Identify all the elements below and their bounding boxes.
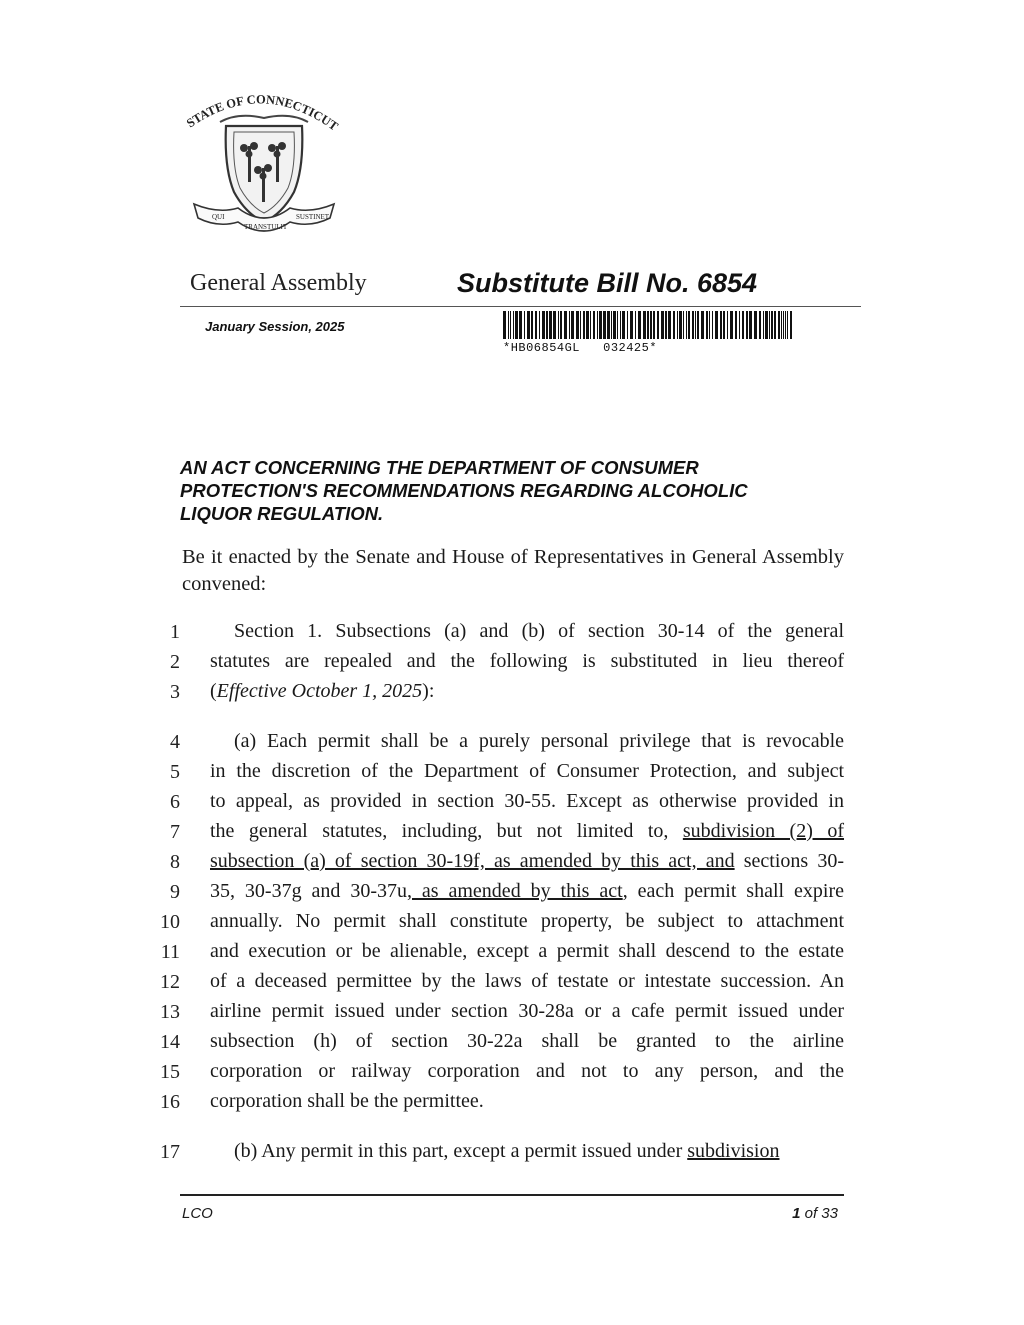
barcode-bar <box>683 311 684 339</box>
text-segment: airline permit issued under section 30-28a or a cafe permit issued under <box>210 1000 844 1022</box>
svg-text:TRANSTULIT: TRANSTULIT <box>244 223 288 231</box>
line-number: 17 <box>160 1141 180 1163</box>
barcode-bar <box>607 311 610 339</box>
italic-text: Effective October 1, 2025 <box>216 680 423 702</box>
barcode-bar <box>769 311 770 339</box>
barcode-bar <box>519 311 522 339</box>
barcode-bar <box>580 311 581 339</box>
line-number: 12 <box>160 971 180 993</box>
header-divider <box>180 306 861 307</box>
line-number: 5 <box>170 761 180 783</box>
barcode-bar <box>558 311 559 339</box>
svg-text:STATE OF CONNECTICUT: STATE OF CONNECTICUT <box>183 92 341 134</box>
bill-text-line <box>210 816 844 846</box>
barcode-bar <box>643 311 646 339</box>
barcode-bar <box>697 311 699 339</box>
barcode-bar <box>560 311 562 339</box>
barcode-bar <box>730 311 733 339</box>
barcode-bar <box>720 311 722 339</box>
text-segment: ( <box>210 680 217 702</box>
barcode-bar <box>701 311 704 339</box>
barcode-bar <box>712 311 713 339</box>
underlined-amendment-text: , as amended by this act <box>406 880 623 902</box>
bill-text-line <box>234 1136 844 1166</box>
text-segment: ): <box>422 680 435 702</box>
barcode-bar <box>542 311 545 339</box>
barcode-bar <box>611 311 612 339</box>
line-number: 16 <box>160 1091 180 1113</box>
bill-text-line <box>210 676 844 706</box>
text-segment: (a) Each permit shall be a purely personal privilege that is revocable <box>234 730 844 752</box>
line-number: 6 <box>170 791 180 813</box>
line-number: 9 <box>170 881 180 903</box>
text-segment: corporation shall be the permittee. <box>210 1090 484 1112</box>
line-number: 4 <box>170 731 180 753</box>
bill-text-line <box>210 1026 844 1056</box>
barcode-bar <box>749 311 752 339</box>
barcode-bar <box>739 311 740 339</box>
underlined-amendment-text: subsection (a) of section 30-19f, as amended by this act, and <box>210 850 735 872</box>
barcode-bar <box>617 311 618 339</box>
footer-divider <box>180 1194 844 1196</box>
barcode-bar <box>759 311 761 339</box>
text-segment: of a deceased permittee by the laws of testate or intestate succession. An <box>210 970 844 992</box>
line-number: 2 <box>170 651 180 673</box>
act-title-line: AN ACT CONCERNING THE DEPARTMENT OF CONSUMER <box>180 457 699 478</box>
line-number: 3 <box>170 681 180 703</box>
barcode-bar <box>774 311 776 339</box>
barcode-bar <box>553 311 556 339</box>
barcode-bar <box>647 311 649 339</box>
text-segment: and execution or be alienable, except a permit shall descend to the estate <box>210 940 844 962</box>
barcode-bar <box>679 311 682 339</box>
barcode-bar <box>781 311 782 339</box>
barcode-bar <box>723 311 725 339</box>
act-title <box>180 456 840 525</box>
line-number: 7 <box>170 821 180 843</box>
barcode-bar <box>763 311 764 339</box>
page-total: of 33 <box>804 1205 838 1222</box>
line-number: 14 <box>160 1031 180 1053</box>
bill-text-line <box>210 1056 844 1086</box>
bill-text-line <box>210 906 844 936</box>
barcode-bar <box>622 311 625 339</box>
barcode-bar <box>603 311 606 339</box>
barcode-bar <box>785 311 786 339</box>
bill-text-line <box>210 996 844 1026</box>
underlined-amendment-text: subdivision <box>687 1140 780 1162</box>
barcode-bar <box>513 311 514 339</box>
barcode-bar <box>539 311 540 339</box>
barcode-bar <box>508 311 509 339</box>
bill-text-line <box>210 1086 844 1116</box>
barcode-bar <box>746 311 748 339</box>
barcode-bar <box>783 311 784 339</box>
barcode-bar <box>638 311 641 339</box>
text-segment: Section 1. Subsections (a) and (b) of section 30-14 of the general <box>234 620 844 642</box>
barcode-bar <box>583 311 585 339</box>
line-number: 13 <box>160 1001 180 1023</box>
barcode-bar <box>535 311 537 339</box>
barcode-bar <box>590 311 591 339</box>
bill-text-line <box>234 616 844 646</box>
barcode-bar <box>665 311 667 339</box>
barcode-bar <box>673 311 675 339</box>
barcode-bar <box>727 311 728 339</box>
bill-text-line <box>210 846 844 876</box>
barcode-bar <box>688 311 690 339</box>
bill-text-line <box>210 966 844 996</box>
text-segment: annually. No permit shall constitute property, be subject to attachment <box>210 910 844 932</box>
barcode-bar <box>695 311 696 339</box>
bill-text-line <box>210 646 844 676</box>
text-segment: 35, 30-37g and 30-37u <box>210 880 407 902</box>
barcode-bar <box>692 311 694 339</box>
barcode-bar <box>586 311 589 339</box>
bill-text-line <box>234 726 844 756</box>
barcode-bar <box>527 311 530 339</box>
state-seal-logo <box>178 88 350 248</box>
barcode-graphic <box>503 311 793 339</box>
barcode-bar <box>510 311 511 339</box>
underlined-amendment-text: subdivision (2) of <box>682 820 845 842</box>
barcode-bar <box>650 311 652 339</box>
line-number: 1 <box>170 621 180 643</box>
line-number: 10 <box>160 911 180 933</box>
act-title-line: LIQUOR REGULATION. <box>180 503 384 524</box>
svg-text:SUSTINET: SUSTINET <box>296 213 330 221</box>
barcode-text: *HB06854GL 032425* <box>503 341 658 355</box>
page-indicator <box>700 1205 838 1222</box>
barcode-bar <box>524 311 525 339</box>
barcode-bar <box>593 311 595 339</box>
text-segment: corporation or railway corporation and not to any person, and the <box>210 1060 844 1082</box>
text-segment: subsection (h) of section 30-22a shall be granted to the airline <box>210 1030 844 1052</box>
line-number: 11 <box>160 941 180 963</box>
barcode-bar <box>771 311 773 339</box>
barcode-bar <box>715 311 718 339</box>
bill-text-line <box>210 786 844 816</box>
barcode-bar <box>742 311 744 339</box>
barcode-bar <box>597 311 598 339</box>
barcode-bar <box>546 311 548 339</box>
bill-number-title: Substitute Bill No. 6854 <box>457 268 758 298</box>
barcode-bar <box>668 311 671 339</box>
barcode-bar <box>620 311 621 339</box>
barcode-bar <box>613 311 616 339</box>
text-segment: to appeal, as provided in section 30-55. Except as otherwise provided in <box>210 790 844 812</box>
line-number: 8 <box>170 851 180 873</box>
barcode-bar <box>627 311 628 339</box>
barcode-bar <box>787 311 788 339</box>
barcode-bar <box>735 311 737 339</box>
barcode-bar <box>503 311 506 339</box>
footer-lco: LCO <box>182 1205 213 1222</box>
barcode-bar <box>576 311 579 339</box>
barcode-bar <box>709 311 710 339</box>
text-segment: statutes are repealed and the following is substituted in lieu thereof <box>210 650 844 672</box>
barcode-bar <box>657 311 659 339</box>
bill-text-line <box>210 756 844 786</box>
session-label: January Session, 2025 <box>205 319 345 334</box>
barcode-bar <box>765 311 768 339</box>
text-segment: in the discretion of the Department of Consumer Protection, and subject <box>210 760 844 782</box>
barcode-bar <box>661 311 664 339</box>
barcode-bar <box>706 311 708 339</box>
enacting-clause: Be it enacted by the Senate and House of Representatives in General Assembly convened: <box>182 546 844 595</box>
bill-text-line <box>210 876 844 906</box>
barcode-bar <box>790 311 792 339</box>
barcode-bar <box>571 311 574 339</box>
text-segment: (b) Any permit in this part, except a permit issued under <box>234 1140 688 1162</box>
text-segment: the general statutes, including, but not limited to, <box>210 820 683 842</box>
barcode-bar <box>569 311 570 339</box>
barcode-bar <box>531 311 533 339</box>
barcode-bar <box>564 311 567 339</box>
barcode-bar <box>515 311 518 339</box>
line-number: 15 <box>160 1061 180 1083</box>
barcode-bar <box>635 311 636 339</box>
text-segment: sections 30- <box>734 850 845 872</box>
barcode-bar <box>686 311 687 339</box>
bill-text-line <box>210 936 844 966</box>
barcode-bar <box>630 311 633 339</box>
general-assembly-label: General Assembly <box>190 270 367 296</box>
barcode-bar <box>549 311 552 339</box>
svg-text:QUI: QUI <box>212 213 225 221</box>
barcode-bar <box>599 311 602 339</box>
act-title-line: PROTECTION'S RECOMMENDATIONS REGARDING ALCOHOLIC <box>180 480 748 501</box>
barcode-bar <box>677 311 678 339</box>
barcode-bar <box>754 311 757 339</box>
text-segment: , each permit shall expire <box>622 880 844 902</box>
barcode-bar <box>778 311 780 339</box>
page-number: 1 <box>792 1205 801 1222</box>
barcode-bar <box>653 311 655 339</box>
